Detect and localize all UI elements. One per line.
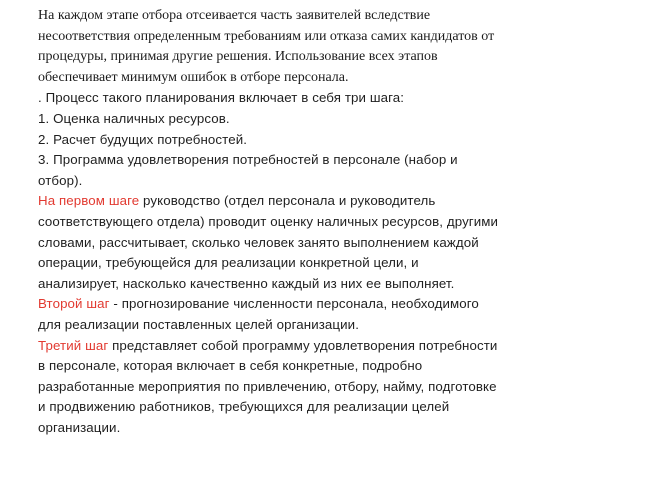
second-step-body: - прогнозирование численности персонала, необходимого для реализации поставленных целей организации. xyxy=(38,296,479,332)
intro-paragraph: На каждом этапе отбора отсеивается часть заявителей вследствие несоответствия определенным требованиям или отказа самих кандидатов от процедуры, принимая другие решения. Использование всех этапов обеспечивает минимум ошибок в отборе персонала. xyxy=(38,8,495,85)
first-step-paragraph xyxy=(38,191,500,294)
third-step-lead: Третий шаг xyxy=(38,337,109,353)
step-list-item-1: 1. Оценка наличных ресурсов. xyxy=(38,110,230,126)
third-step-paragraph xyxy=(38,336,500,439)
first-step-body: руководство (отдел персонала и руководитель соответствующего отдела) проводит оценку наличных ресурсов, другими словами, рассчитывает, сколько человек занято выполнением каждой операции, требующейся для реализации конкретной цели, и анализирует, насколько качественно каждый из них ее выполняет. xyxy=(38,193,499,291)
slide-text-block xyxy=(38,6,500,438)
steps-list xyxy=(38,109,500,191)
process-intro-line: . Процесс такого планирования включает в себя три шага: xyxy=(38,90,405,106)
step-list-item-2: 2. Расчет будущих потребностей. xyxy=(38,131,248,147)
second-step-lead: Второй шаг xyxy=(38,296,110,312)
step-list-item-3: 3. Программа удовлетворения потребностей в персонале (набор и отбор). xyxy=(38,152,458,188)
first-step-lead: На первом шаге xyxy=(38,193,140,209)
second-step-paragraph xyxy=(38,294,500,335)
third-step-body: представляет собой программу удовлетворения потребности в персонале, которая включает в себя конкретные, подробно разработанные мероприятия по привлечению, отбору, найму, подготовке и продвижению работников, требующихся для реализации целей организации. xyxy=(38,337,498,435)
